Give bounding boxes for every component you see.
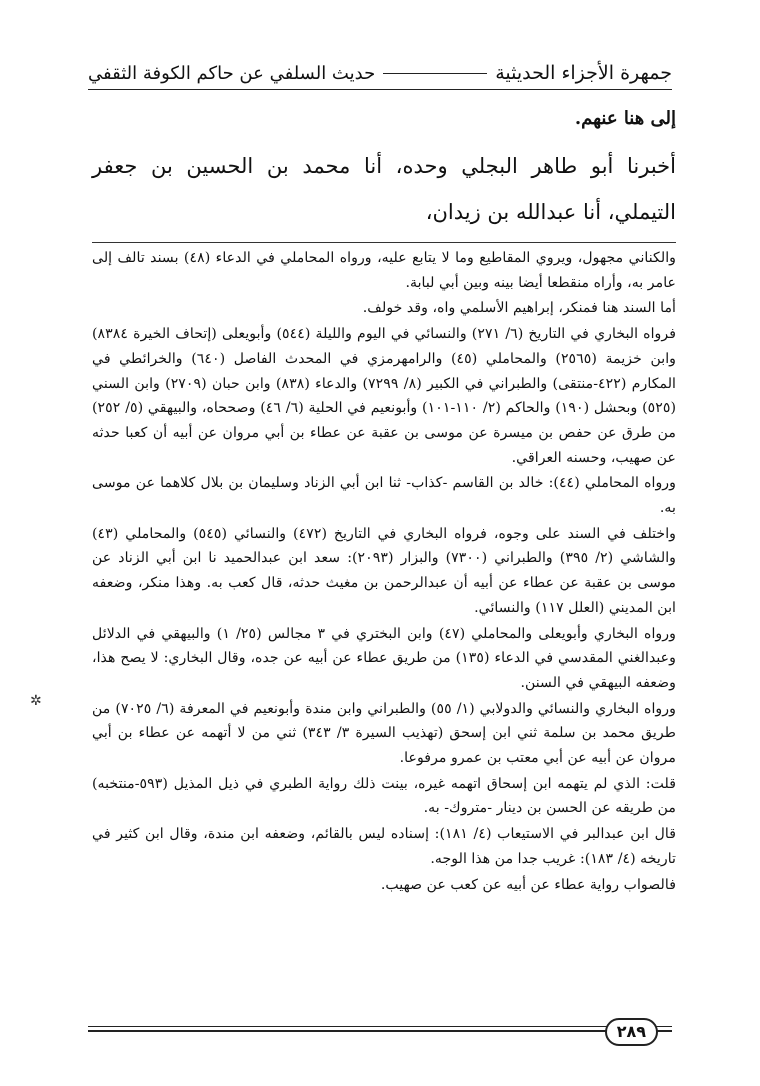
footnote-paragraph: ورواه المحاملي (٤٤): خالد بن القاسم -كذاب- ثنا ابن أبي الزناد وسليمان بن بلال كلاهما عن موسى به.: [92, 475, 676, 517]
main-text: [92, 108, 676, 235]
running-header: [88, 50, 672, 84]
footer-rule: [88, 1030, 672, 1032]
footnote-paragraph: قلت: الذي لم يتهمه ابن إسحاق اتهمه غيره، بينت ذلك رواية الطبري في ذيل المذيل (٥٩٣-منتخبه) من طريقه عن الحسن بن دينار -متروك- به.: [92, 775, 676, 817]
page-footer: [88, 1018, 672, 1048]
footnote-paragraph: والكناني مجهول، ويروي المقاطيع وما لا يتابع عليه، ورواه المحاملي في الدعاء (٤٨) بسند تالف إلى عامر به، وأراه منقطعا أيضا بينه وبين أبي لبابة.: [92, 250, 676, 291]
chapter-title: حديث السلفي عن حاكم الكوفة الثقفي: [88, 63, 376, 84]
footnote-paragraph: فالصواب رواية عطاء عن أبيه عن كعب عن صهيب.: [380, 876, 676, 893]
header-dash-rule: [383, 73, 487, 74]
margin-ornament-icon: ✲: [30, 693, 42, 709]
footnote-paragraph: فرواه البخاري في التاريخ (٦/ ٢٧١) والنسائي في اليوم والليلة (٥٤٤) وأبويعلى (إتحاف الخيرة ٨٣٨٤) وابن خزيمة (٢٥٦٥) والمحاملي (٤٥) والرامهرمزي في المحدث الفاصل (٦٤٠) والخرائطي في المكارم (٤٢٢-منتقى) والطبراني في الكبير (٨/ ٧٢٩٩) والدعاء (٨٣٨) وابن حبان (٢٧٠٩) وابن السني (٥٢٥) وبحشل (١٩٠) والحاكم (٢/ ١١٠-١٠١) وأبونعيم في الحلية (٦/ ٤٦) وصححاه، والبيهقي (٥/ ٢٥٢) من طرق عن حفص بن ميسرة عن موسى بن عقبة عن عطاء بن أبي مروان عن أبيه أن كعبا حدثه عن صهيب، وحسنه العراقي.: [92, 326, 677, 466]
footnote-paragraph: أما السند هنا فمنكر، إبراهيم الأسلمي واه، وقد خولف.: [362, 300, 676, 317]
page-number: ٢٨٩: [605, 1018, 658, 1046]
footnote-paragraph: ورواه البخاري وأبويعلى والمحاملي (٤٧) وابن البختري في ٣ مجالس (٢٥/ ١) والبيهقي في الدلائل وعبدالغني المقدسي في الدعاء (١٣٥) من طريق عطاء عن أبيه عن جده، وقال البخاري: لا يصح هذا، وضعفه البيهقي في السنن.: [92, 625, 676, 691]
header-rule: [88, 89, 672, 90]
footnotes: [92, 246, 676, 897]
main-paragraph: أخبرنا أبو طاهر البجلي وحده، أنا محمد بن الحسين بن جعفر التيملي، أنا عبدالله بن زيدان،: [92, 154, 676, 224]
book-title: جمهرة الأجزاء الحديثية: [495, 62, 672, 84]
footnote-paragraph: واختلف في السند على وجوه، فرواه البخاري في التاريخ (٤٧٢) والنسائي (٥٤٥) والمحاملي (٤٣) والشاشي (٢/ ٣٩٥) والطبراني (٧٣٠٠) والبزار (٢٠٩٣): سعد ابن عبدالحميد نا ابن أبي الزناد عن موسى بن عقبة عن عطاء عن أبيه أن عبدالرحمن بن مغيث حدثه، قال كعب به. وهذا منكر، وضعفه ابن المديني (العلل ١١٧) والنسائي.: [92, 525, 677, 616]
intro-line: إلى هنا عنهم.: [574, 108, 676, 129]
footer-rule: [88, 1026, 672, 1027]
footnote-paragraph: قال ابن عبدالبر في الاستيعاب (٤/ ١٨١): إسناده ليس بالقائم، وضعفه ابن مندة، وقال ابن كثير في تاريخه (٤/ ١٨٣): غريب جدا من هذا الوجه.: [92, 826, 676, 867]
footnote-separator: [92, 242, 676, 243]
footnote-paragraph: ورواه البخاري والنسائي والدولابي (١/ ٥٥) والطبراني وابن مندة وأبونعيم في المعرفة (٦/ ٧٠٢٥) من طريق محمد بن سلمة ثني ابن إسحق (تهذيب السيرة ٣/ ٣٤٣) ثني من لا أتهمه عن عطاء بن أبي مروان عن أبيه عن أبي معتب بن عمرو مرفوعا.: [92, 700, 677, 767]
